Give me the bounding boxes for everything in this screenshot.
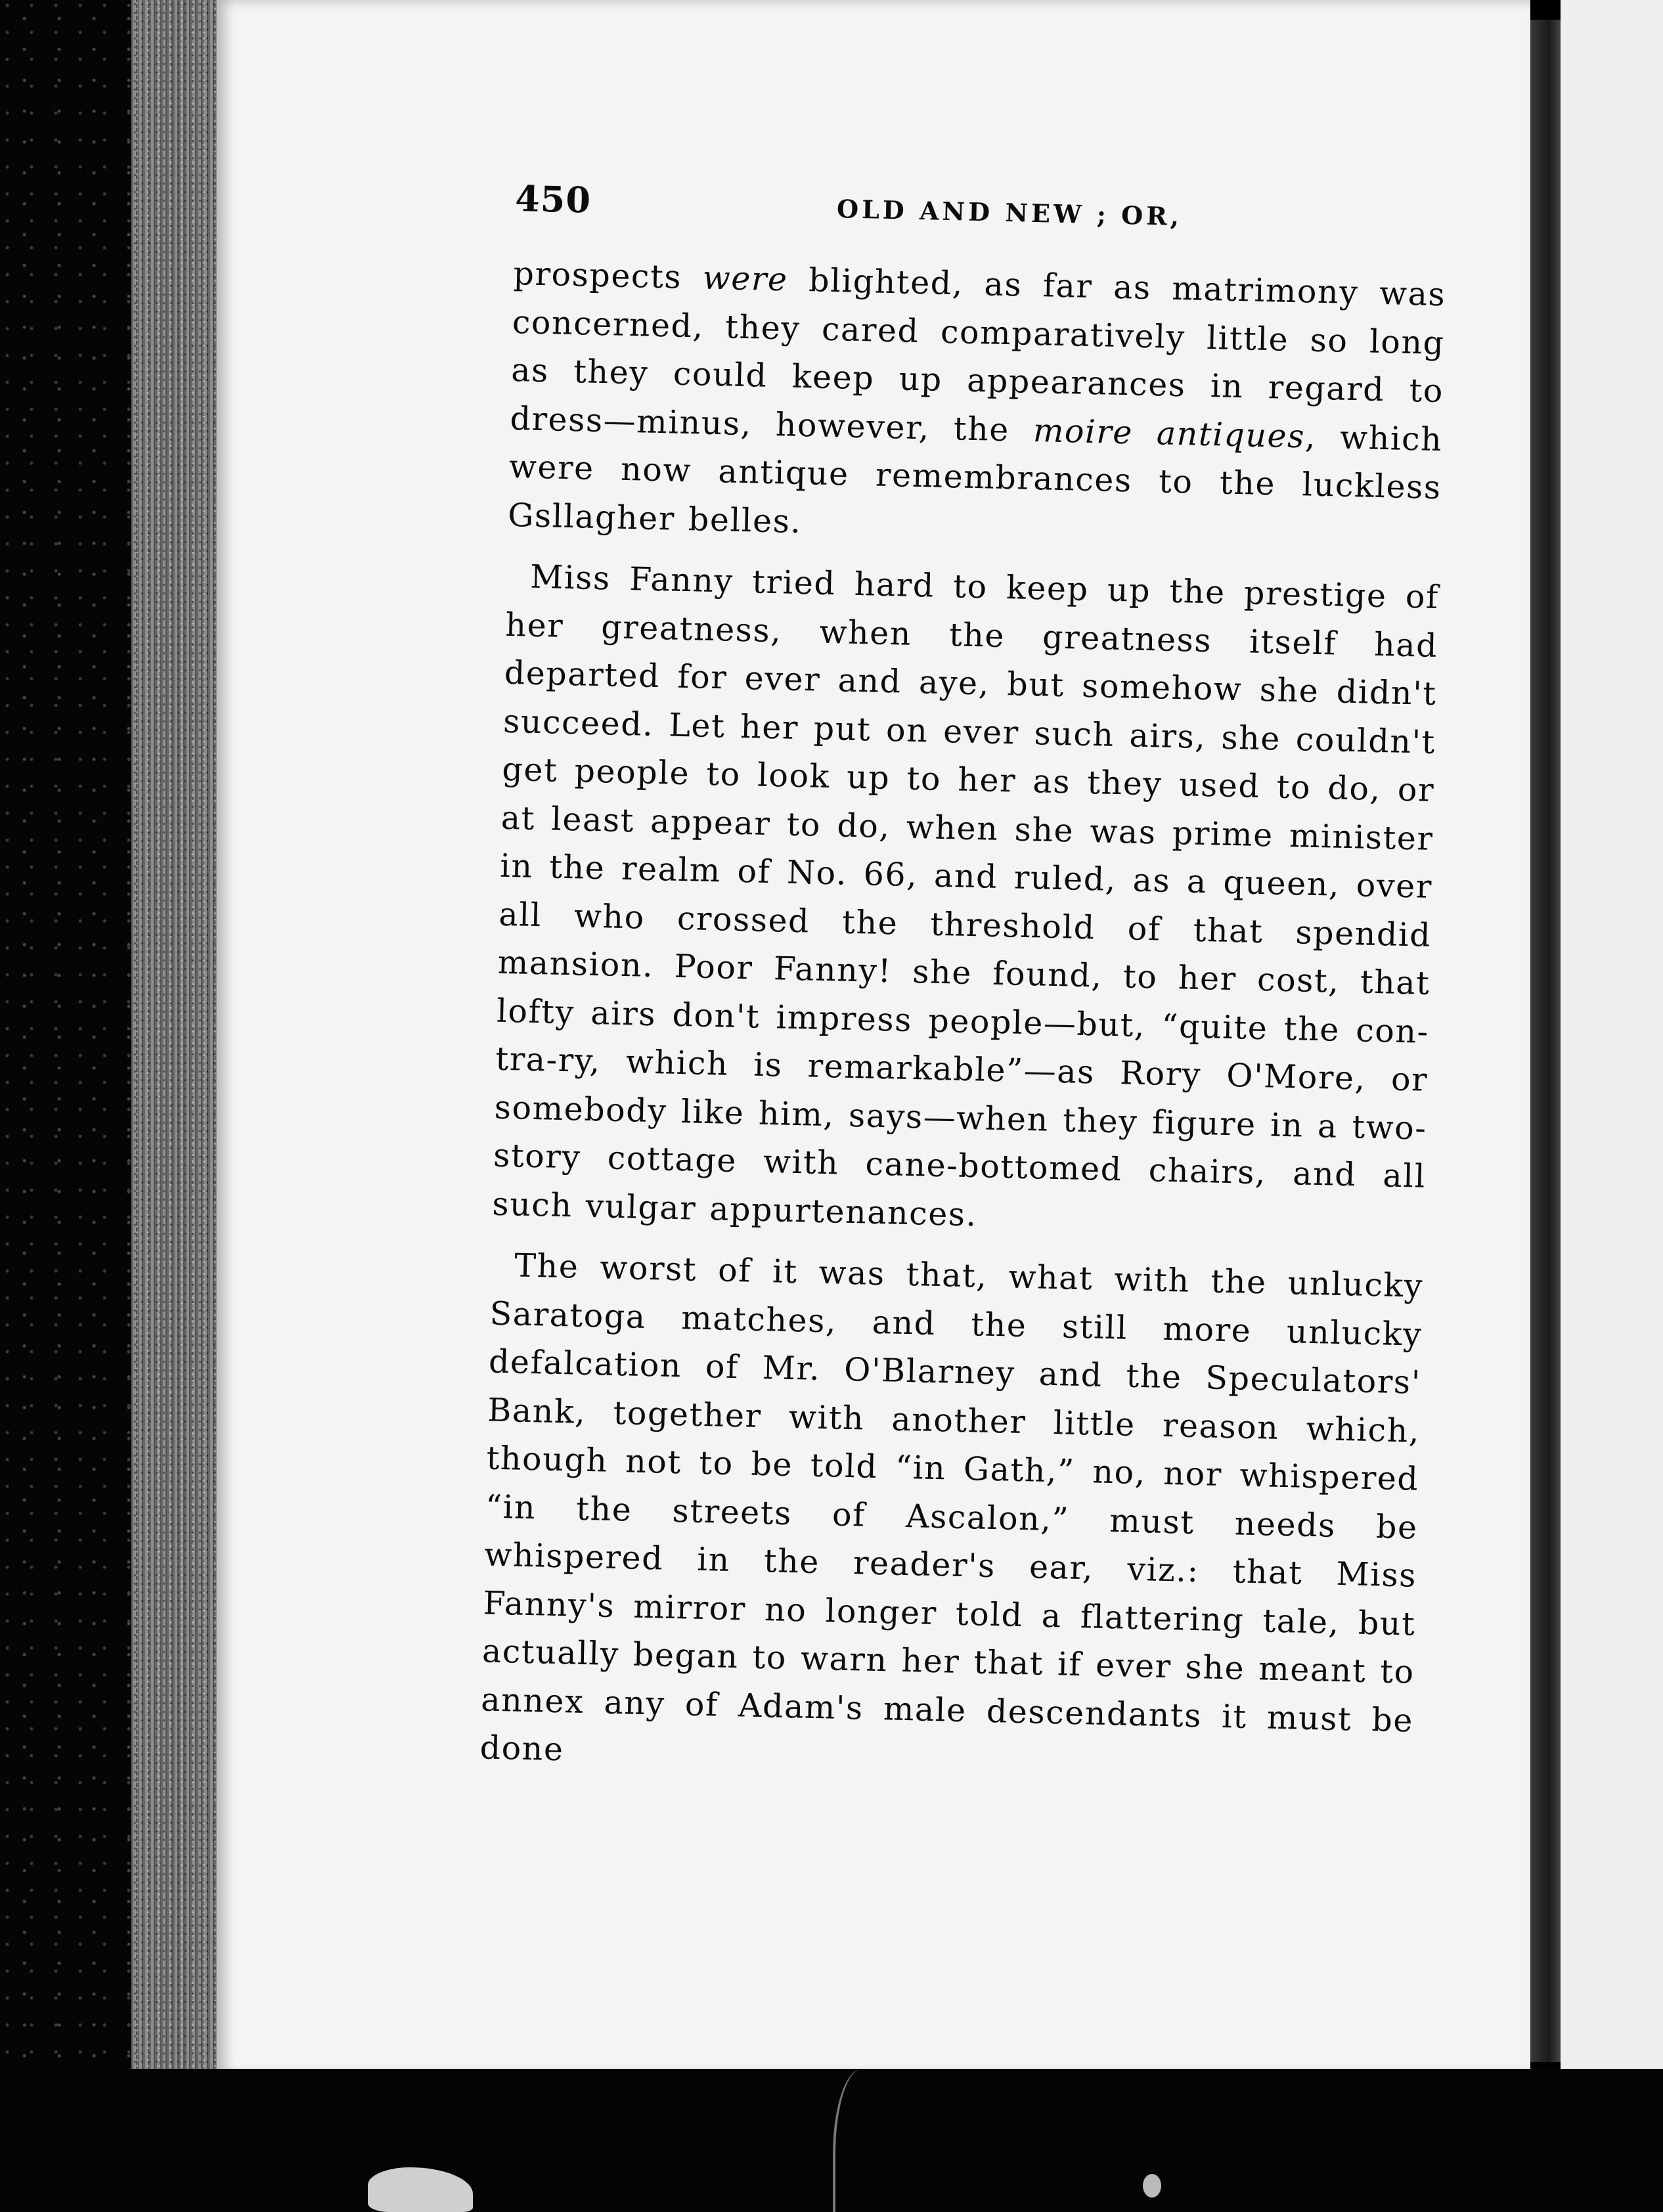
- text-run: blighted, as far as matrimony was concerned, they cared comparatively little so long as they could keep up appearances in regard to dress—minus, however, the: [510, 261, 1446, 449]
- italic-text: were: [702, 259, 789, 299]
- body-text: [479, 250, 1446, 1793]
- facing-page-edge: [1561, 0, 1663, 2089]
- book-gutter: [1530, 20, 1561, 2062]
- paragraph: [479, 1241, 1424, 1794]
- paragraph: [507, 250, 1446, 560]
- page-stack-texture: [131, 0, 223, 2212]
- text-run: , which were now antique remembrances to the luckless Gsllagher belles.: [507, 417, 1443, 541]
- paragraph: [492, 552, 1440, 1249]
- paragraph-text: [507, 250, 1446, 560]
- paragraph-text: [479, 1241, 1424, 1794]
- scan-artifact: [1143, 2174, 1161, 2198]
- text-run: prospects: [513, 254, 703, 297]
- text-run: Miss Fanny tried hard to keep up the prestige of her greatness, when the greatness itself had departed for ever and aye, but somehow she didn't succeed. Let her put on ever such airs, she couldn't get people to look up to her as they used to do, or at least appear to do, when she was prime minister in the realm of No. 66, and ruled, as a queen, over all who crossed the threshold of that spendid mansion. Poor Fanny! she found, to her cost, that lofty airs don't impress people—but, “quite the con-tra-ry, which is remarkable”—as Rory O'More, or somebody like him, says—when they figure in a two-story cottage with cane-bottomed chairs, and all such vulgar appurtenances.: [491, 558, 1440, 1233]
- running-head: OLD AND NEW ; OR,: [836, 194, 1183, 232]
- italic-text: moire antiques: [1032, 411, 1306, 455]
- text-run: The worst of it was that, what with the unlucky Saratoga matches, and the still more unlucky defalcation of Mr. O'Blarney and the Speculators' Bank, together with another little reason which, though not to be told “in Gath,” no, nor whispered “in the streets of Ascalon,” must needs be whispered in the reader's ear, viz.: that Miss Fanny's mirror no longer told a flattering tale, but actually began to warn her that if ever she meant to annex any of Adam's male descendants it must be done: [479, 1247, 1424, 1769]
- page-number: 450: [514, 177, 592, 221]
- scanner-bottom-margin: [0, 2069, 1663, 2212]
- text-block: [479, 177, 1448, 1793]
- paragraph-text: [492, 552, 1440, 1249]
